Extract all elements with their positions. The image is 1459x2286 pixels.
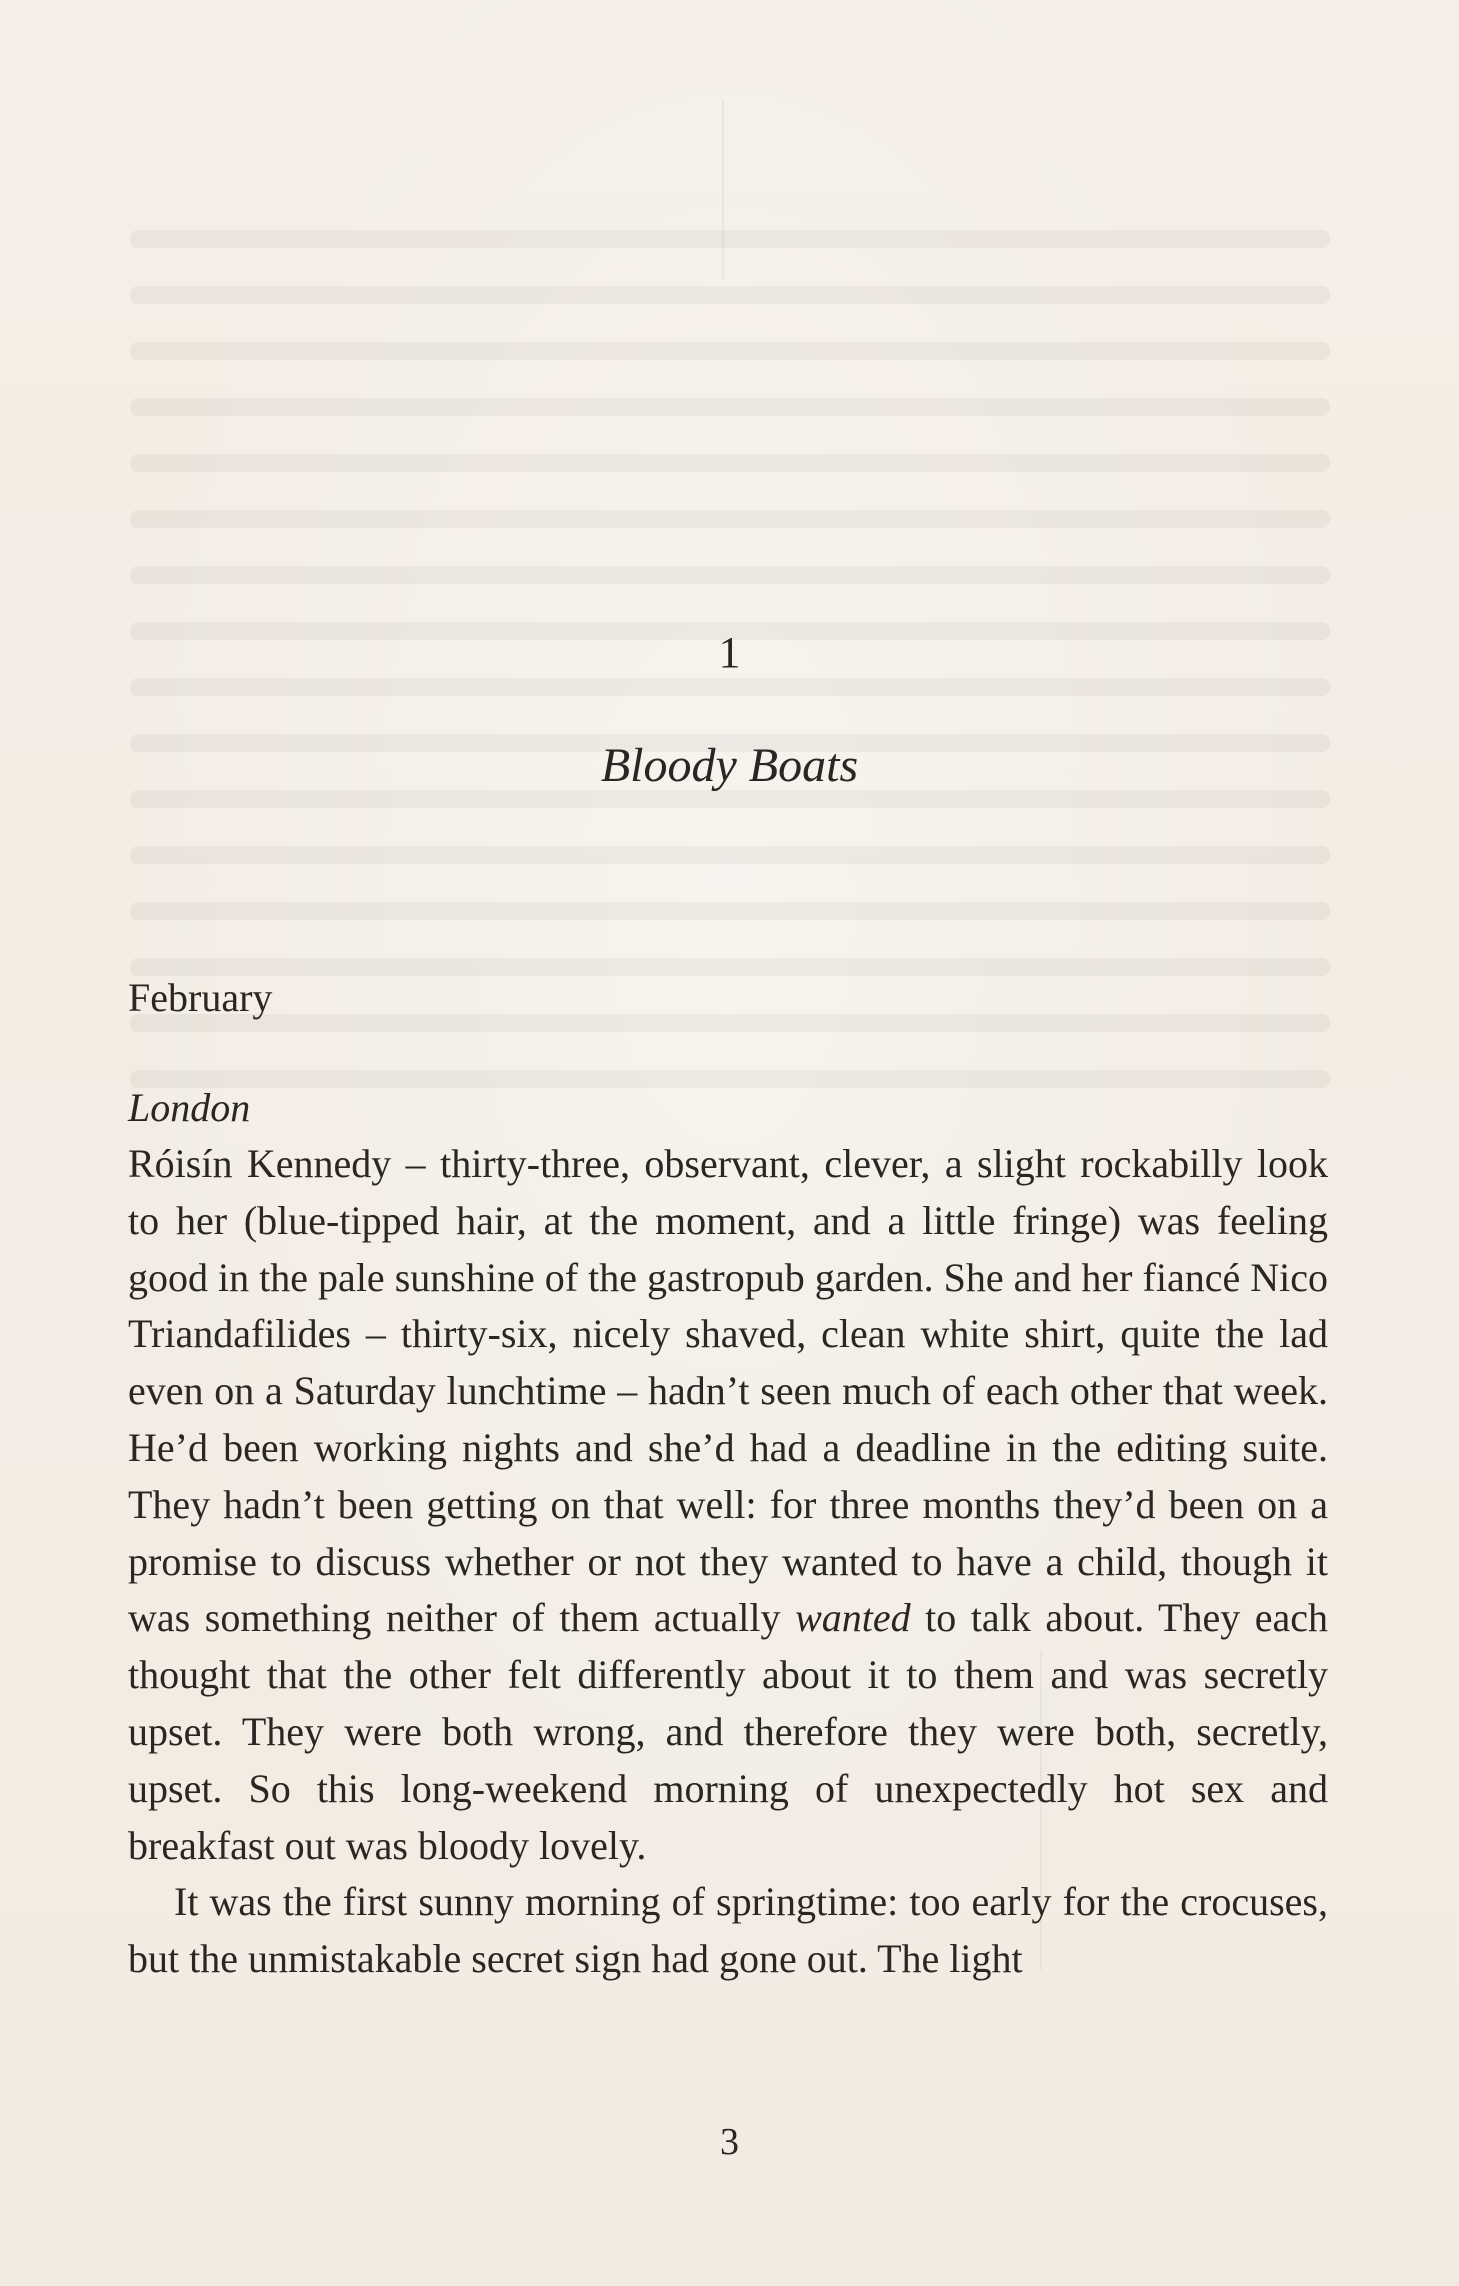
paragraph-2: It was the first sunny morning of springtime: too early for the crocuses, but the unmistakable secret sign had gone out. The light xyxy=(128,1879,1328,1982)
emphasis-wanted: wanted xyxy=(795,1595,911,1641)
paragraph-1-part-b: to talk about. They each thought that the other felt differently about it to them and was secretly upset. They were both wrong, and therefore they were both, secretly, upset. So this long-weekend morning of unexpectedly hot sex and breakfast out was bloody lovely. xyxy=(128,1595,1329,1868)
chapter-title: Bloody Boats xyxy=(600,739,859,792)
paragraph-1-part-a: Róisín Kennedy – thirty-three, observant, clever, a slight rockabilly look to her (blue-tipped hair, at the moment, and a little fringe) was feeling good in the pale sunshine of the gastropub garden. She and her fiancé Nico Triandafilides – thirty-six, nicely shaved, clean white shirt, quite the lad even on a Saturday lunchtime – hadn’t seen much of each other that week. He’d been working nights and she’d had a deadline in the editing suite. They hadn’t been getting on that well: for three months they’d been on a promise to discuss whether or not they wanted to have a child, though it was something neither of them actually xyxy=(128,1141,1328,1641)
paragraph-1 xyxy=(128,1136,1328,1874)
chapter-number: 1 xyxy=(718,628,741,677)
section-place: London xyxy=(128,1085,251,1130)
page-crease xyxy=(722,100,724,280)
bleed-through-texture xyxy=(130,230,1330,1130)
section-month: February xyxy=(128,975,273,1020)
body-text xyxy=(128,1136,1328,1988)
page-number: 3 xyxy=(720,2121,739,2163)
